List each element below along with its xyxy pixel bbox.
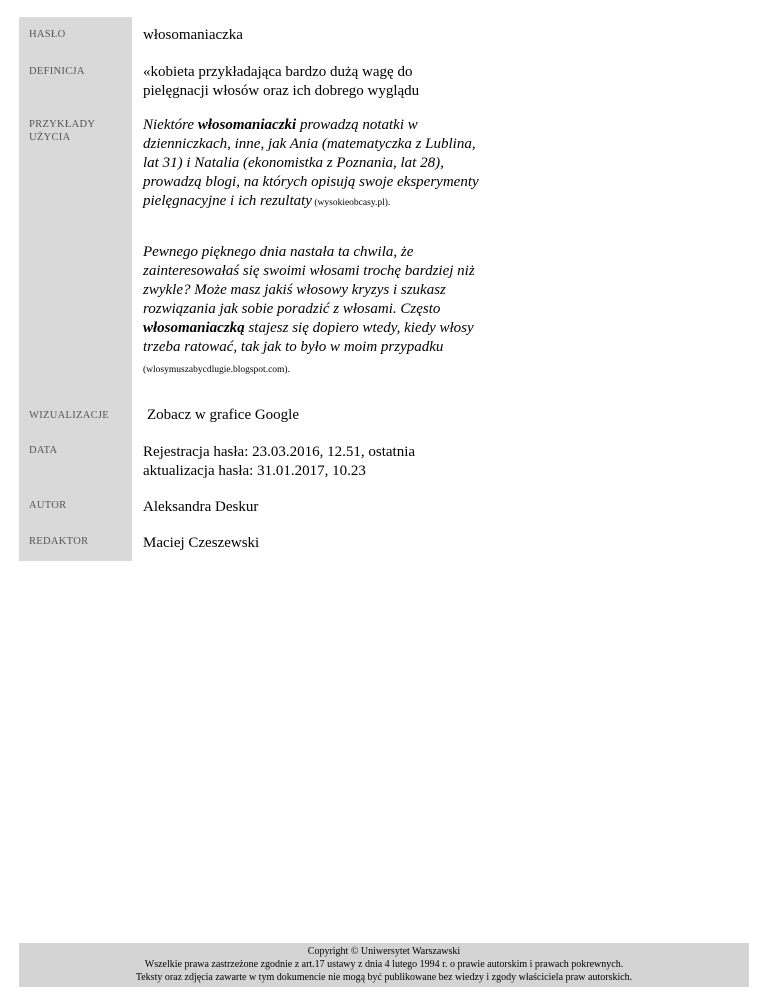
value-haslo: włosomaniaczka [143,27,243,43]
example-2-pre: Pewnego pięknego dnia nastała ta chwila, że zainteresowałaś się swoimi włosami trochę bardziej niż zwykle? Może masz jakiś włosowy kryzys i szukasz rozwiązania jak sobie poradzić z włosami. Często [143,244,475,317]
example-1-source: (wysokieobcasy.pl). [311,198,391,208]
footer-notice: Teksty oraz zdjęcia zawarte w tym dokumencie nie mogą być publikowane bez wiedzy i zgody właściciela praw autorskich. [135,972,633,983]
label-przyklady-line2: UŻYCIA [29,132,71,143]
value-data: Rejestracja hasła: 23.03.2016, 12.51, ostatnia aktualizacja hasła: 31.01.2017, 10.23 [143,444,416,479]
label-przyklady-line1: PRZYKŁADY [29,119,96,130]
label-data: DATA [29,445,58,456]
label-definicja: DEFINICJA [29,66,85,77]
label-wizualizacje: WIZUALIZACJE [29,410,109,421]
example-1-post: prowadzą notatki w dzienniczkach, inne, jak Ania (matematyczka z Lublina, lat 31) i Natalia (ekonomistka z Poznania, lat 28), prowadzą blogi, na których opisują swoje eksperymenty pielęgnacyjne i ich rezultaty [143,117,479,209]
google-images-link[interactable]: Zobacz w grafice Google [147,407,300,423]
example-2 [143,243,481,380]
label-haslo: HASŁO [29,29,66,40]
example-2-headword: włosomaniaczką [143,320,245,336]
value-definicja: «kobieta przykładająca bardzo dużą wagę do pielęgnacji włosów oraz ich dobrego wyglądu [143,64,420,99]
example-1 [143,116,488,213]
example-2-source: (wlosymuszabycdlugie.blogspot.com). [143,365,290,375]
value-redaktor: Maciej Czeszewski [143,535,260,551]
footer-copyright: Copyright © Uniwersytet Warszawski [307,946,461,957]
footer-rights: Wszelkie prawa zastrzeżone zgodnie z art.17 ustawy z dnia 4 lutego 1994 r. o prawie autorskim i prawach pokrewnych. [144,959,624,970]
value-autor: Aleksandra Deskur [143,499,259,515]
label-redaktor: REDAKTOR [29,536,89,547]
label-przyklady [29,118,95,144]
example-2-post: stajesz się dopiero wtedy, kiedy włosy trzeba ratować, tak jak to było w moim przypadku [143,320,474,355]
label-column [19,17,132,561]
example-1-headword: włosomaniaczki [197,117,297,133]
example-1-pre: Niektóre [143,117,198,133]
copyright-footer [19,943,749,987]
label-autor: AUTOR [29,500,67,511]
